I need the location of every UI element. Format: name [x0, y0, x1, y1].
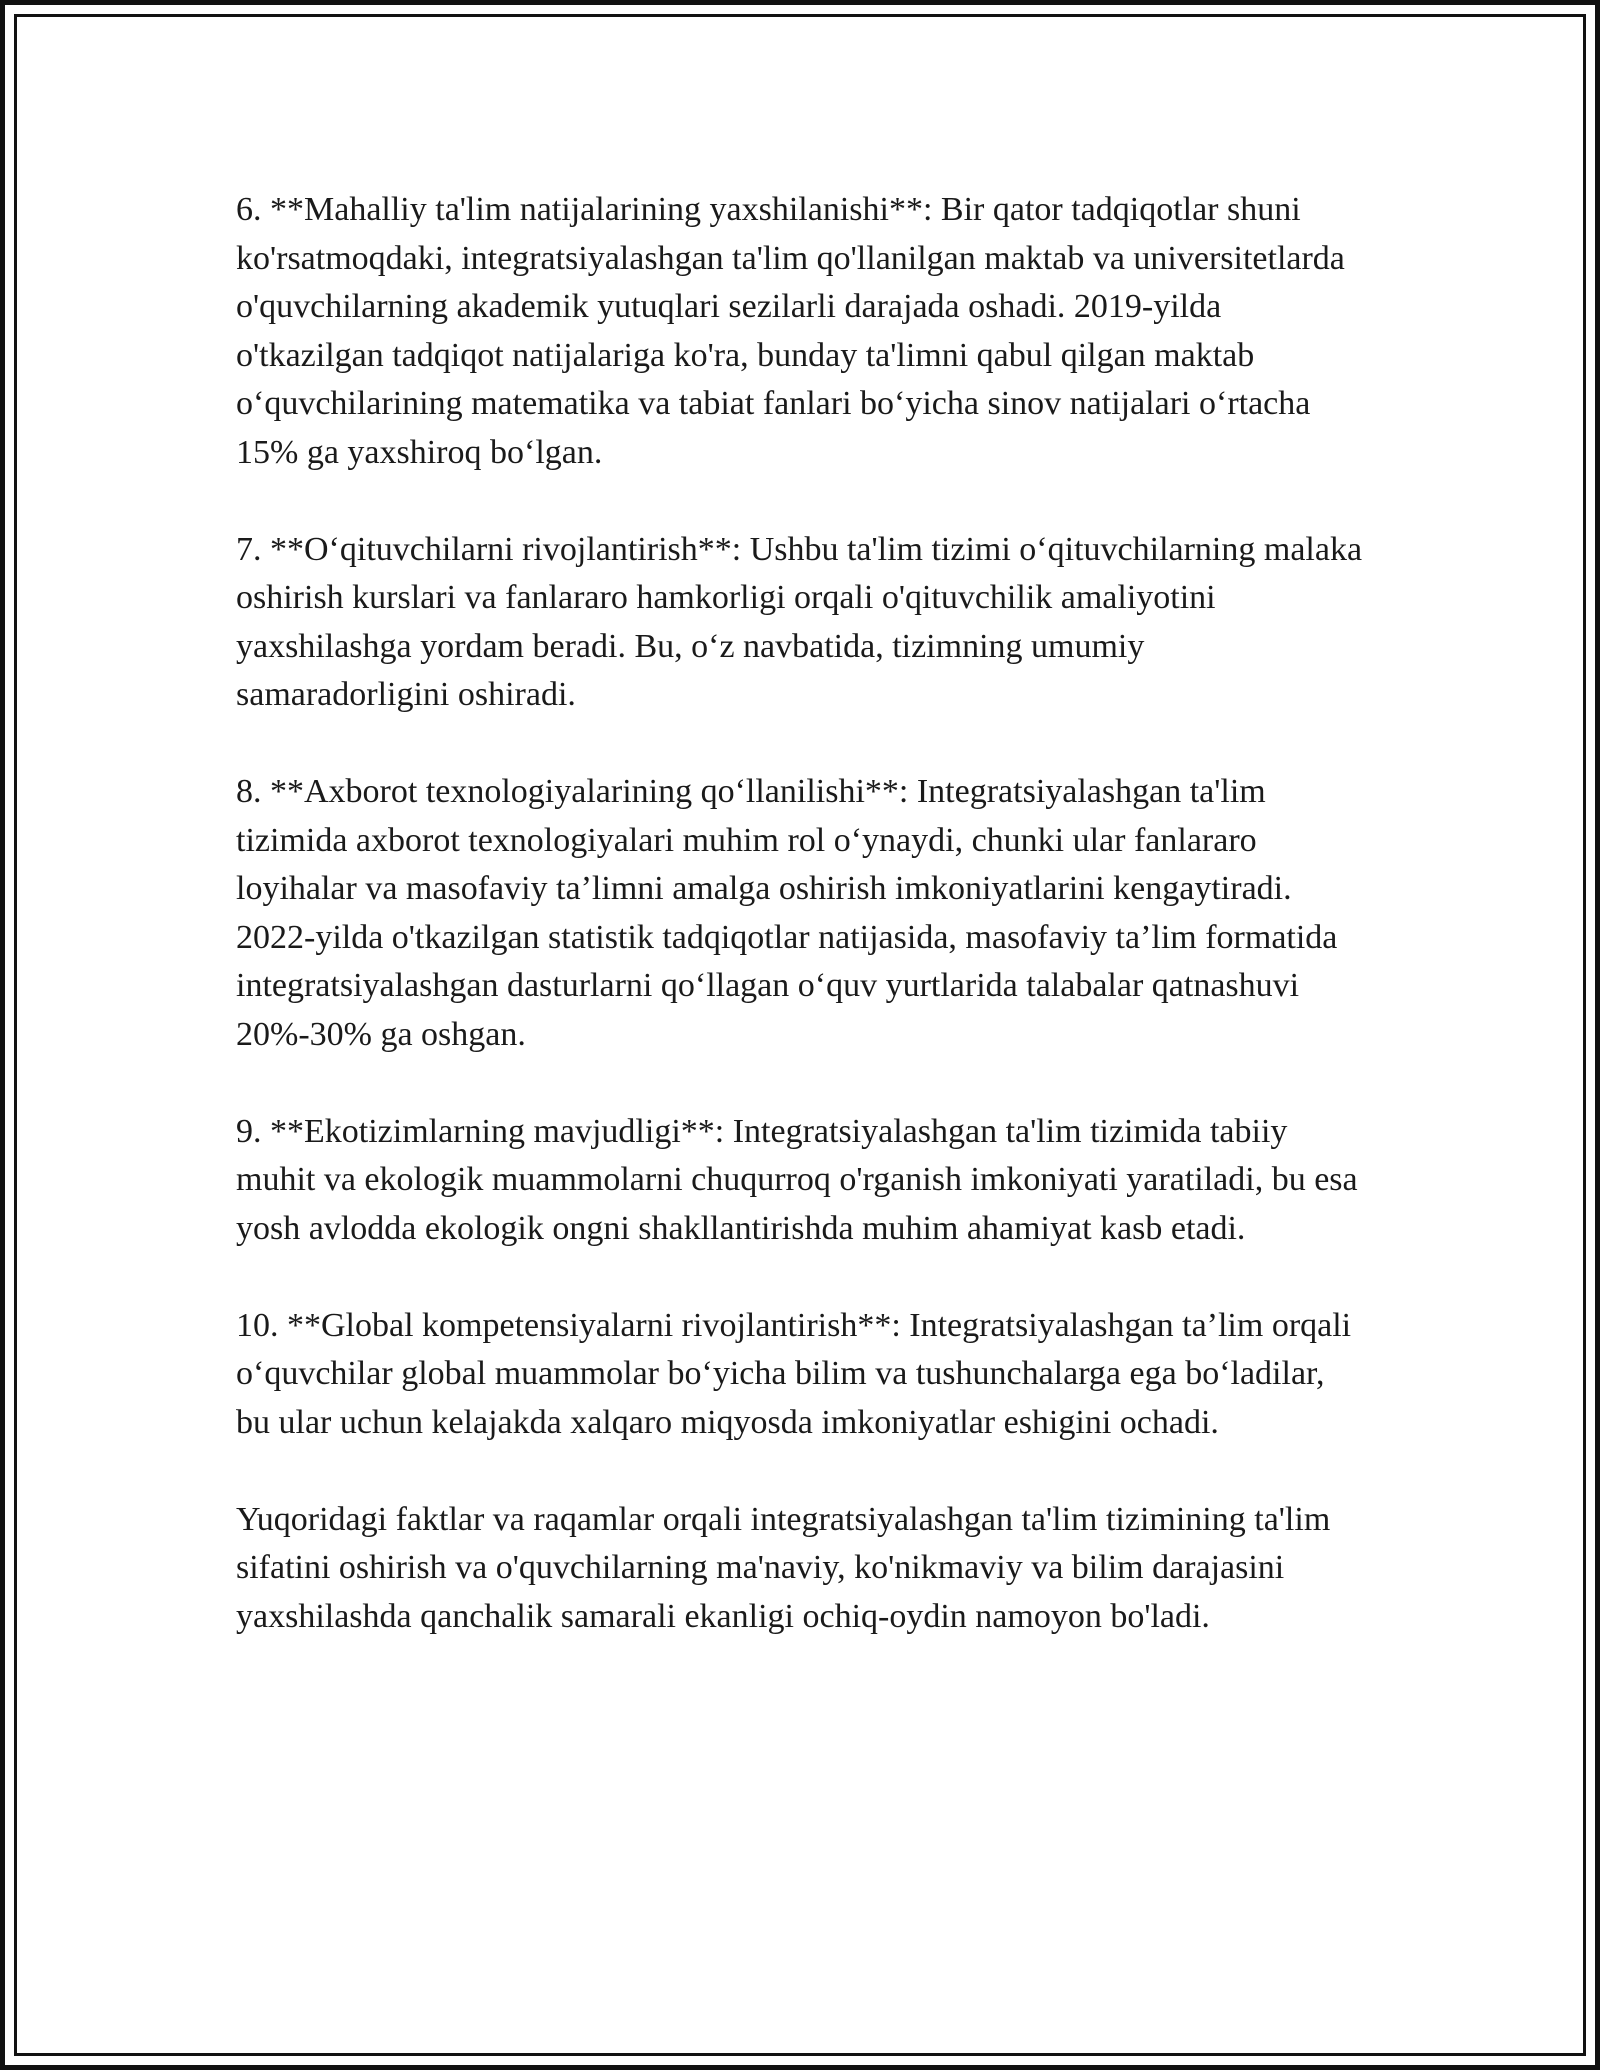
paragraph-item-10: 10. **Global kompetensiyalarni rivojlantirish**: Integratsiyalashgan ta’lim orqali o‘quvchilar global muammolar bo‘yicha bilim va tushunchalarga ega bo‘ladilar, bu ular uchun kelajakda xalqaro miqyosda imkoniyatlar eshigini ochadi. — [236, 1306, 1352, 1441]
document-body — [236, 186, 1366, 1641]
paragraph-item-6: 6. **Mahalliy ta'lim natijalarining yaxshilanishi**: Bir qator tadqiqotlar shuni ko'rsatmoqdaki, integratsiyalashgan ta'lim qo'llanilgan maktab va universitetlarda o'quvchilarning akademik yutuqlari sezilarli darajada oshadi. 2019-yilda o'tkazilgan tadqiqot natijalariga ko'ra, bunday ta'limni qabul qilgan maktab o‘quvchilarining matematika va tabiat fanlari bo‘yicha sinov natijalari o‘rtacha 15% ga yaxshiroq bo‘lgan. — [236, 191, 1345, 471]
paragraph-item-9: 9. **Ekotizimlarning mavjudligi**: Integratsiyalashgan ta'lim tizimida tabiiy muhit va ekologik muammolarni chuqurroq o'rganish imkoniyati yaratiladi, bu esa yosh avlodda ekologik ongni shakllantirishda muhim ahamiyat kasb etadi. — [236, 1112, 1358, 1247]
paragraph-item-7: 7. **O‘qituvchilarni rivojlantirish**: Ushbu ta'lim tizimi o‘qituvchilarning malaka oshirish kurslari va fanlararo hamkorligi orqali o'qituvchilik amaliyotini yaxshilashga yordam beradi. Bu, o‘z navbatida, tizimning umumiy samaradorligini oshiradi. — [236, 530, 1363, 713]
paragraph-item-8: 8. **Axborot texnologiyalarining qo‘llanilishi**: Integratsiyalashgan ta'lim tizimida axborot texnologiyalari muhim rol o‘ynaydi, chunki ular fanlararo loyihalar va masofaviy ta’limni amalga oshirish imkoniyatlarini kengaytiradi. 2022-yilda o'tkazilgan statistik tadqiqotlar natijasida, masofaviy ta’lim formatida integratsiyalashgan dasturlarni qo‘llagan o‘quv yurtlarida talabalar qatnashuvi 20%-30% ga oshgan. — [236, 773, 1338, 1053]
conclusion-paragraph: Yuqoridagi faktlar va raqamlar orqali integratsiyalashgan ta'lim tizimining ta'lim sifatini oshirish va o'quvchilarning ma'naviy, ko'nikmaviy va bilim darajasini yaxshilashda qanchalik samarali ekanligi ochiq-oydin namoyon bo'ladi. — [236, 1500, 1331, 1635]
